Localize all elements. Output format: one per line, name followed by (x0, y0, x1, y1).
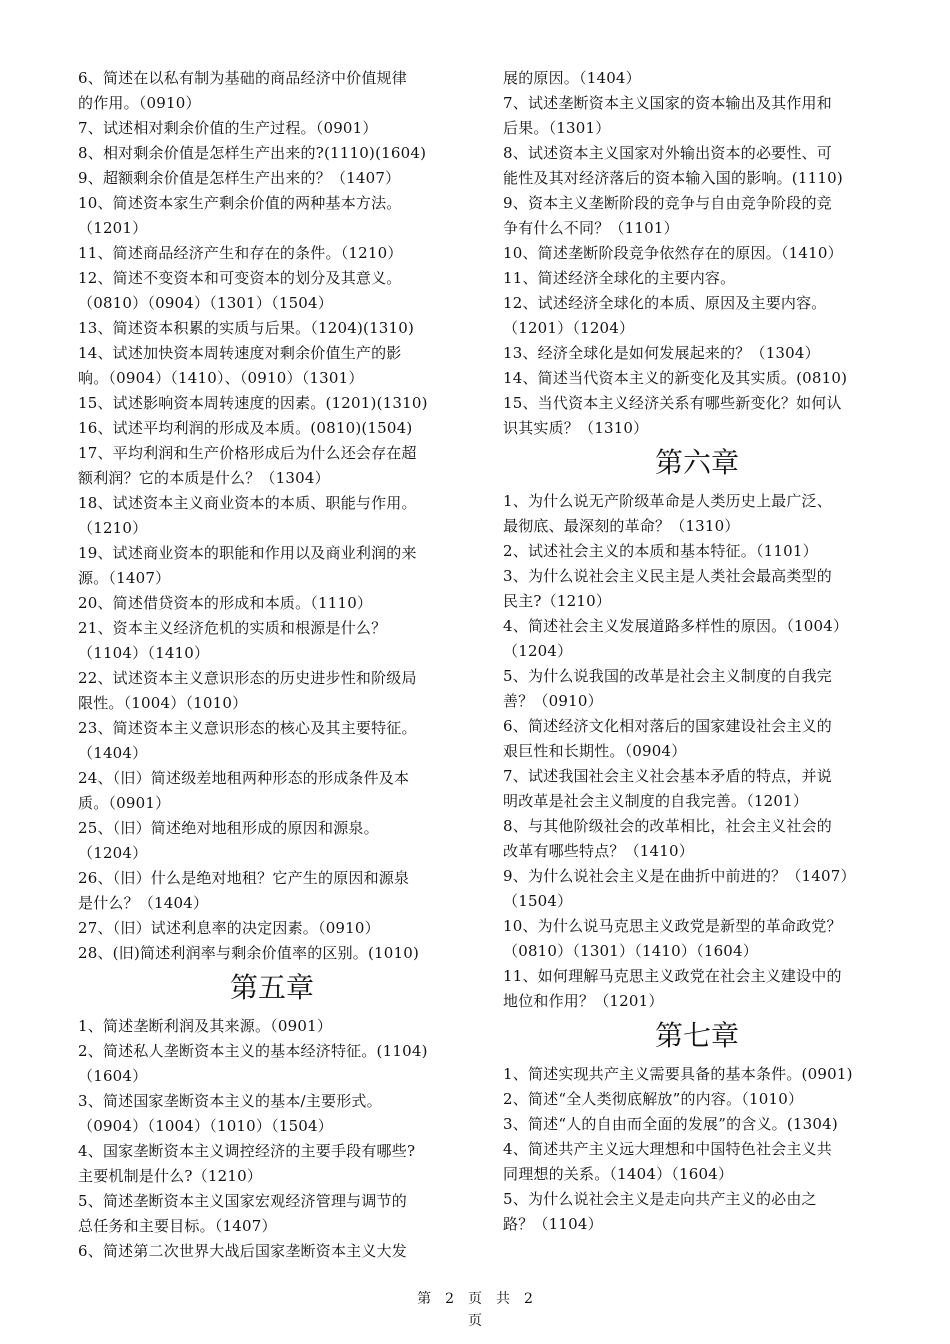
question-line: 12、试述经济全球化的本质、原因及主要内容。 (503, 294, 827, 312)
question-line: 展的原因。（1404） (503, 69, 641, 87)
question-line: 善？（0910） (503, 692, 603, 710)
question-line: 1、简述实现共产主义需要具备的基本条件。(0901) (503, 1065, 853, 1083)
question-line: 23、简述资本主义意识形态的核心及其主要特征。 (78, 719, 417, 737)
question-line: （1204） (78, 844, 148, 862)
question-line: 同理想的关系。（1404）（1604） (503, 1165, 734, 1183)
question-line: 6、简述在以私有制为基础的商品经济中价值规律 (78, 69, 407, 87)
question-line: 3、简述国家垄断资本主义的基本/主要形式。 (78, 1092, 382, 1110)
question-line: 10、简述垄断阶段竞争依然存在的原因。（1410） (503, 244, 843, 262)
question-line: 额利润？它的本质是什么？（1304） (78, 469, 330, 487)
question-line: 5、为什么说社会主义是走向共产主义的必由之 (503, 1190, 817, 1208)
question-line: 4、国家垄断资本主义调控经济的主要手段有哪些? (78, 1142, 416, 1160)
question-line: 2、简述私人垄断资本主义的基本经济特征。(1104) (78, 1042, 428, 1060)
question-line: 2、简述“全人类彻底解放”的内容。（1010） (503, 1090, 804, 1108)
question-line: 9、资本主义垄断阶段的竞争与自由竞争阶段的竞 (503, 194, 832, 212)
question-line: 源。（1407） (78, 569, 171, 587)
question-line: 6、简述第二次世界大战后国家垄断资本主义大发 (78, 1242, 407, 1260)
question-line: 6、简述经济文化相对落后的国家建设社会主义的 (503, 717, 832, 735)
question-line: （1201） (78, 219, 148, 237)
question-line: 26、（旧）什么是绝对地租？它产生的原因和源泉 (78, 869, 410, 887)
question-line: 24、（旧）简述级差地租两种形态的形成条件及本 (78, 769, 410, 787)
question-line: 25、（旧）简述绝对地租形成的原因和源泉。 (78, 819, 379, 837)
question-line: 15、当代资本主义经济关系有哪些新变化？如何认 (503, 394, 842, 412)
question-line: 限性。（1004）（1010） (78, 694, 248, 712)
question-line: 12、简述不变资本和可变资本的划分及其意义。 (78, 269, 402, 287)
left-column (78, 66, 466, 1264)
question-line: 16、试述平均利润的形成及本质。(0810)(1504) (78, 419, 413, 437)
question-line: 改革有哪些特点？（1410） (503, 842, 694, 860)
right-column (503, 66, 891, 1237)
question-line: （1404） (78, 744, 148, 762)
question-line: 21、资本主义经济危机的实质和根源是什么？ (78, 619, 387, 637)
question-line: 7、试述相对剩余价值的生产过程。（0901） (78, 119, 378, 137)
page-number-line: 第 2 页 共 2 (417, 1291, 533, 1307)
question-line: 1、为什么说无产阶级革命是人类历史上最广泛、 (503, 492, 832, 510)
question-line: 能性及其对经济落后的资本输入国的影响。(1110) (503, 169, 843, 187)
question-line: 最彻底、最深刻的革命？（1310） (503, 517, 740, 535)
question-line: （1504） (503, 892, 573, 910)
question-line: 1、简述垄断利润及其来源。（0901） (78, 1017, 333, 1035)
page-number-line-2: 页 (468, 1313, 482, 1329)
question-line: 11、如何理解马克思主义政党在社会主义建设中的 (503, 967, 842, 985)
question-line: 5、为什么说我国的改革是社会主义制度的自我完 (503, 667, 832, 685)
question-line: 7、试述我国社会主义社会基本矛盾的特点，并说 (503, 767, 832, 785)
question-line: 14、试述加快资本周转速度对剩余价值生产的影 (78, 344, 402, 362)
question-line: （1201）（1204） (503, 319, 635, 337)
question-line: （1604） (78, 1067, 148, 1085)
question-line: 15、试述影响资本周转速度的因素。(1201)(1310) (78, 394, 428, 412)
question-line: 路？（1104） (503, 1215, 603, 1233)
question-line: 总任务和主要目标。（1407） (78, 1217, 277, 1235)
question-line: 13、经济全球化是如何发展起来的？（1304） (503, 344, 820, 362)
question-line: 10、为什么说马克思主义政党是新型的革命政党？ (503, 917, 842, 935)
question-line: 8、相对剩余价值是怎样生产出来的?(1110)(1604) (78, 144, 427, 162)
question-line: 3、为什么说社会主义民主是人类社会最高类型的 (503, 567, 832, 585)
question-line: 19、试述商业资本的职能和作用以及商业利润的来 (78, 544, 417, 562)
question-line: 27、（旧）试述利息率的决定因素。（0910） (78, 919, 380, 937)
question-line: 11、简述经济全球化的主要内容。 (503, 269, 736, 287)
question-line: 9、超额剩余价值是怎样生产出来的？（1407） (78, 169, 401, 187)
question-line: 民主?（1210） (503, 592, 612, 610)
question-line: 4、简述共产主义远大理想和中国特色社会主义共 (503, 1140, 832, 1158)
question-line: 18、试述资本主义商业资本的本质、职能与作用。 (78, 494, 417, 512)
question-line: 10、简述资本家生产剩余价值的两种基本方法。 (78, 194, 402, 212)
chapter-heading: 第七章 (654, 1019, 739, 1052)
question-line: 28、(旧)简述利润率与剩余价值率的区别。(1010) (78, 944, 420, 962)
question-line: （1210） (78, 519, 148, 537)
question-line: 7、试述垄断资本主义国家的资本输出及其作用和 (503, 94, 832, 112)
question-line: 17、平均利润和生产价格形成后为什么还会存在超 (78, 444, 417, 462)
question-line: （1204） (503, 642, 573, 660)
chapter-heading: 第五章 (229, 971, 314, 1004)
question-line: 8、试述资本主义国家对外输出资本的必要性、可 (503, 144, 832, 162)
question-line: 20、简述借贷资本的形成和本质。（1110） (78, 594, 373, 612)
question-line: 后果。（1301） (503, 119, 611, 137)
question-line: 9、为什么说社会主义是在曲折中前进的？（1407） (503, 867, 856, 885)
question-line: 艰巨性和长期性。（0904） (503, 742, 687, 760)
question-line: 地位和作用？（1201） (503, 992, 664, 1010)
question-line: 响。（0904）（1410）、（0910）（1301） (78, 369, 364, 387)
question-line: 识其实质？（1310） (503, 419, 649, 437)
question-line: 13、简述资本积累的实质与后果。（1204)(1310) (78, 319, 415, 337)
question-line: 主要机制是什么?（1210） (78, 1167, 263, 1185)
question-line: 争有什么不同？（1101） (503, 219, 679, 237)
question-line: 2、试述社会主义的本质和基本特征。（1101） (503, 542, 818, 560)
question-line: 是什么？（1404） (78, 894, 209, 912)
question-line: （0810）（1301）（1410）（1604） (503, 942, 758, 960)
question-line: 11、简述商品经济产生和存在的条件。（1210） (78, 244, 403, 262)
question-line: 22、试述资本主义意识形态的历史进步性和阶级局 (78, 669, 417, 687)
question-line: 4、简述社会主义发展道路多样性的原因。（1004） (503, 617, 849, 635)
question-line: （0810）（0904）（1301）（1504） (78, 294, 333, 312)
chapter-heading: 第六章 (654, 446, 739, 479)
question-line: （0904）（1004）（1010）（1504） (78, 1117, 333, 1135)
question-line: 3、简述“人的自由而全面的发展”的含义。(1304) (503, 1115, 838, 1133)
question-line: 14、简述当代资本主义的新变化及其实质。(0810) (503, 369, 848, 387)
question-line: 5、简述垄断资本主义国家宏观经济管理与调节的 (78, 1192, 407, 1210)
question-line: 8、与其他阶级社会的改革相比，社会主义社会的 (503, 817, 832, 835)
question-line: 的作用。（0910） (78, 94, 201, 112)
question-line: 明改革是社会主义制度的自我完善。（1201） (503, 792, 809, 810)
page-footer (0, 1288, 950, 1332)
question-line: 质。（0901） (78, 794, 171, 812)
question-line: （1104）（1410） (78, 644, 210, 662)
